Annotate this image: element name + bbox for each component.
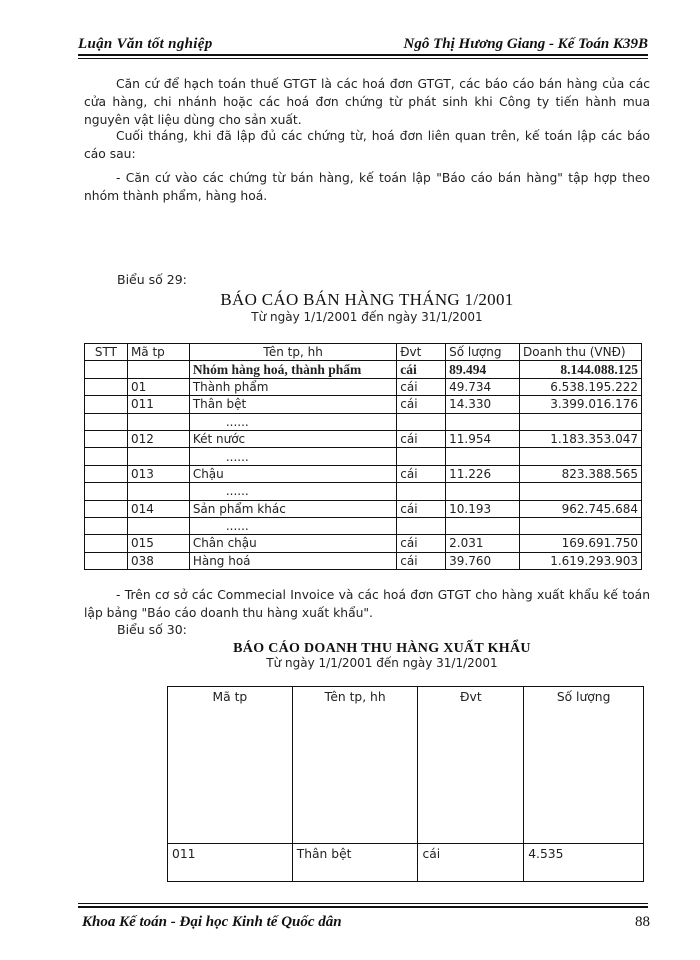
cell-sl: 2.031 (446, 535, 520, 552)
cell-sl: 11.226 (446, 465, 520, 482)
cell-ma: 038 (127, 552, 189, 569)
cell-dt: 1.183.353.047 (520, 430, 642, 447)
cell-ma: 012 (127, 430, 189, 447)
col-header-dvt: Đvt (418, 687, 524, 844)
cell-ma: 014 (127, 500, 189, 517)
cell-ten: Thân bệt (189, 396, 396, 413)
table-row (85, 378, 642, 395)
ellipsis: ...... (189, 413, 396, 430)
table1-label: Biểu số 29: (117, 272, 187, 287)
paragraph-1: Căn cứ để hạch toán thuế GTGT là các hoá đơn GTGT, các báo cáo bán hàng của các cửa hàng, chi nhánh hoặc các hoá đơn chứng từ phát sinh khi Công ty tiến hành mua nguyên vật liệu dùng cho sản xuất. (84, 77, 650, 127)
col-header-ma: Mã tp (168, 687, 293, 844)
col-header-stt: STT (85, 344, 128, 361)
header-rule-thin (78, 58, 648, 59)
cell-dvt: cái (397, 552, 446, 569)
table-row (85, 465, 642, 482)
paragraph-4: - Trên cơ sở các Commecial Invoice và các hoá đơn GTGT cho hàng xuất khẩu kế toán lập bảng "Báo cáo doanh thu hàng xuất khẩu". (84, 588, 650, 620)
cell-ma: 01 (127, 378, 189, 395)
table-row-ellipsis (85, 483, 642, 500)
table-row-group (85, 361, 642, 378)
cell-sl: 4.535 (524, 844, 644, 882)
cell-dvt: cái (397, 396, 446, 413)
col-header-dvt: Đvt (397, 344, 446, 361)
ellipsis: ...... (189, 483, 396, 500)
table2-title: BÁO CÁO DOANH THU HÀNG XUẤT KHẨU (233, 641, 531, 656)
col-header-dt: Doanh thu (VNĐ) (520, 344, 642, 361)
sales-report-table (84, 343, 642, 570)
page-header (78, 34, 648, 56)
footer-text: Khoa Kế toán - Đại học Kinh tế Quốc dân (82, 914, 342, 930)
cell-ma: 011 (127, 396, 189, 413)
cell-dvt: cái (418, 844, 524, 882)
group-dvt: cái (397, 361, 446, 378)
col-header-ten: Tên tp, hh (189, 344, 396, 361)
page-number: 88 (635, 914, 650, 930)
cell-dvt: cái (397, 500, 446, 517)
cell-ma: 015 (127, 535, 189, 552)
cell-ten: Hàng hoá (189, 552, 396, 569)
cell-dt: 962.745.684 (520, 500, 642, 517)
cell-dvt: cái (397, 535, 446, 552)
table-row (85, 552, 642, 569)
export-revenue-table (167, 686, 644, 882)
table-row (168, 844, 644, 882)
cell-dvt: cái (397, 465, 446, 482)
cell-ten: Thân bệt (292, 844, 418, 882)
table-row (85, 396, 642, 413)
cell-sl: 11.954 (446, 430, 520, 447)
footer-rule-thin (78, 903, 648, 904)
cell-ten: Thành phẩm (189, 378, 396, 395)
cell-dvt: cái (397, 430, 446, 447)
header-right-text: Ngô Thị Hương Giang - Kế Toán K39B (403, 36, 648, 52)
header-left-text: Luận Văn tốt nghiệp (78, 36, 213, 52)
table-header-row (168, 687, 644, 844)
cell-sl: 10.193 (446, 500, 520, 517)
table-row-ellipsis (85, 413, 642, 430)
cell-sl: 39.760 (446, 552, 520, 569)
group-name: Nhóm hàng hoá, thành phẩm (189, 361, 396, 378)
cell-sl: 14.330 (446, 396, 520, 413)
table-row (85, 430, 642, 447)
cell-ma: 013 (127, 465, 189, 482)
cell-dt: 1.619.293.903 (520, 552, 642, 569)
table1-subtitle: Từ ngày 1/1/2001 đến ngày 31/1/2001 (251, 310, 483, 324)
cell-dt: 823.388.565 (520, 465, 642, 482)
footer-rule-thick (78, 906, 648, 908)
group-dt: 8.144.088.125 (520, 361, 642, 378)
header-rule-thick (78, 54, 648, 56)
col-header-ma: Mã tp (127, 344, 189, 361)
cell-dt: 169.691.750 (520, 535, 642, 552)
col-header-sl: Số lượng (524, 687, 644, 844)
ellipsis: ...... (189, 517, 396, 534)
table2-subtitle: Từ ngày 1/1/2001 đến ngày 31/1/2001 (266, 656, 498, 670)
table-header-row (85, 344, 642, 361)
table-row-ellipsis (85, 517, 642, 534)
table-row-ellipsis (85, 448, 642, 465)
table-row (85, 500, 642, 517)
col-header-sl: Số lượng (446, 344, 520, 361)
ellipsis: ...... (189, 448, 396, 465)
cell-ma: 011 (168, 844, 293, 882)
paragraph-2: Cuối tháng, khi đã lập đủ các chứng từ, hoá đơn liên quan trên, kế toán lập các báo cáo sau: (84, 129, 650, 161)
cell-dvt: cái (397, 378, 446, 395)
table2-label: Biểu số 30: (117, 622, 187, 637)
col-header-ten: Tên tp, hh (292, 687, 418, 844)
cell-ten: Chân chậu (189, 535, 396, 552)
cell-dt: 3.399.016.176 (520, 396, 642, 413)
table-row (85, 535, 642, 552)
paragraph-3: - Căn cứ vào các chứng từ bán hàng, kế toán lập "Báo cáo bán hàng" tập hợp theo nhóm thành phẩm, hàng hoá. (84, 171, 650, 203)
cell-ten: Sản phẩm khác (189, 500, 396, 517)
cell-ten: Két nước (189, 430, 396, 447)
cell-sl: 49.734 (446, 378, 520, 395)
group-sl: 89.494 (446, 361, 520, 378)
cell-ten: Chậu (189, 465, 396, 482)
table1-title: BÁO CÁO BÁN HÀNG THÁNG 1/2001 (220, 290, 514, 309)
cell-dt: 6.538.195.222 (520, 378, 642, 395)
